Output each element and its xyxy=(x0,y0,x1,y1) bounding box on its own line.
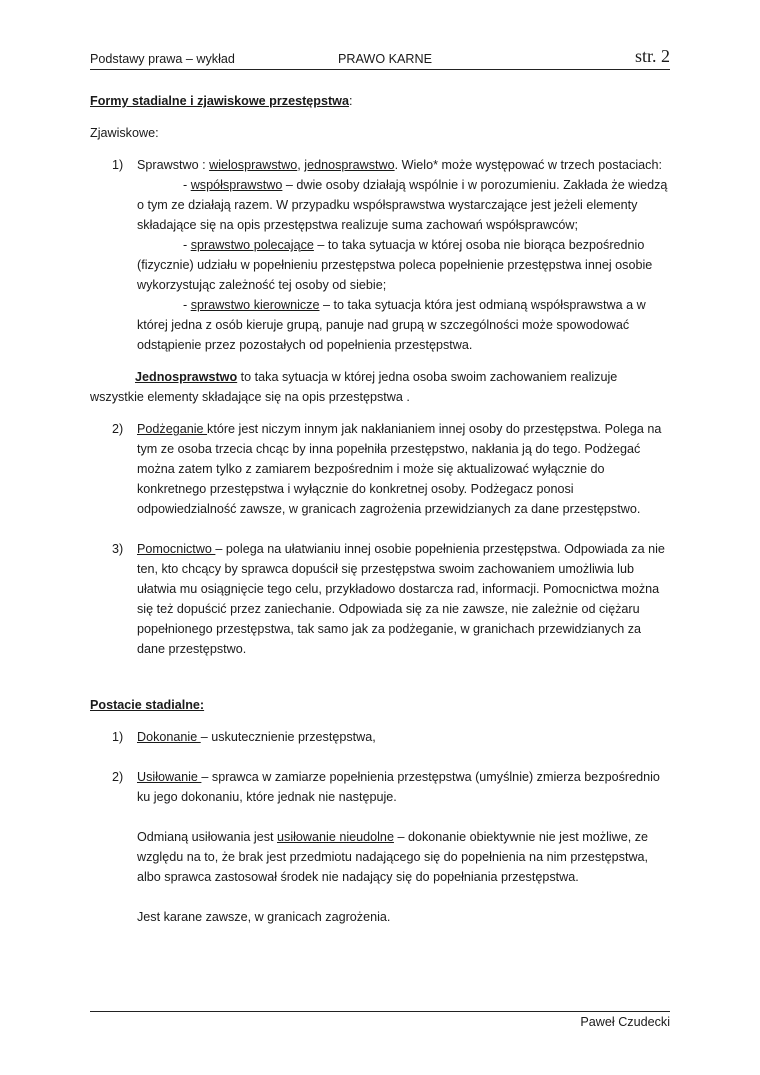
paragraph-usilowanie-nieudolne xyxy=(90,827,672,887)
list-item-pomocnictwo xyxy=(90,539,672,659)
header-divider xyxy=(90,69,670,70)
footer-divider xyxy=(90,1011,670,1012)
sub-wspolsprawstwo xyxy=(137,175,672,235)
section-heading-stadialne xyxy=(90,695,672,715)
heading-colon: : xyxy=(348,94,353,108)
text-span: – dokonanie obiektywnie nie jest możliwe, ze względu na to, że brak jest przedmiotu nadającego się do popełnienia na nim przestępstwa, albo sprawca zastosował środek nie nadający się do popełniania przestępstwa. xyxy=(137,830,649,884)
paragraph-sprawstwo xyxy=(137,155,672,175)
text-span: Sprawstwo : xyxy=(137,158,210,172)
section-title: Formy stadialne i zjawiskowe przestępstwa xyxy=(90,94,349,108)
text-span: – dwie osoby działają wspólnie i w porozumieniu. Zakłada że wiedzą o tym ze działają razem. W przypadku współsprawstwa wystarczające jest jeżeli elementy składające się na opis przestępstwa realizuje suma zachowań współsprawców; xyxy=(137,178,668,232)
sub-sprawstwo-polecajace xyxy=(137,235,672,295)
section-heading-forms xyxy=(90,91,672,111)
term-podzeganie: Podżeganie xyxy=(137,422,208,436)
paragraph-pomocnictwo xyxy=(137,539,672,659)
text-span: – to taka sytuacja która jest odmianą współsprawstwa a w której jedna z osób kieruje grupą, panuje nad grupą w szczególności może spowodować odstąpienie przez pozostałych od popełnienia przestępstwa. xyxy=(137,298,646,352)
list-number: 1) xyxy=(112,158,124,172)
section-title: Postacie stadialne: xyxy=(90,698,205,712)
sub-sprawstwo-kierownicze xyxy=(137,295,672,355)
paragraph-dokonanie xyxy=(137,727,672,747)
term-usilowanie: Usiłowanie xyxy=(137,770,202,784)
list-number: 1) xyxy=(112,730,124,744)
text-span: – sprawca w zamiarze popełnienia przestępstwa (umyślnie) zmierza bezpośrednio ku jego dokonaniu, które jednak nie następuje. xyxy=(137,770,660,804)
page-number: str. 2 xyxy=(634,46,670,66)
term-sprawstwo-polecajace: sprawstwo polecające xyxy=(190,238,314,252)
document-body xyxy=(90,88,672,927)
paragraph-podzeganie xyxy=(137,419,672,519)
dash: - xyxy=(183,238,191,252)
term-pomocnictwo: Pomocnictwo xyxy=(137,542,216,556)
term-wspolsprawstwo: współsprawstwo xyxy=(190,178,283,192)
text-span: Odmianą usiłowania jest xyxy=(137,830,278,844)
list-number: 3) xyxy=(112,542,124,556)
text-span: to taka sytuacja w której jedna osoba swoim zachowaniem realizuje wszystkie elementy składające się na opis przestępstwa . xyxy=(90,370,618,404)
term-jednosprawstwo: jednosprawstwo xyxy=(304,158,395,172)
term-jednosprawstwo-bold: Jednosprawstwo xyxy=(135,370,238,384)
text-span: , xyxy=(297,158,305,172)
list-item-sprawstwo xyxy=(90,155,672,355)
paragraph-usilowanie xyxy=(137,767,672,807)
subheading-zjawiskowe: Zjawiskowe: xyxy=(90,126,159,140)
text-span: – polega na ułatwianiu innej osobie popełnienia przestępstwa. Odpowiada za nie ten, kto chcący by sprawca dopuścił się przestępstwa swoim zachowaniem umożliwia lub ułatwia mu osiągnięcie tego celu, przykładowo dostarcza rad, informacji. Pomocnictwa można się też dopuścić przez zaniechanie. Odpowiada się za nie zawsze, nie zależnie od ciężaru popełnionego przestępstwa, tak samo jak za podżeganie, w granichach przewidzianych za dane przestępstwo. xyxy=(137,542,665,656)
dash: - xyxy=(183,178,191,192)
page-header xyxy=(90,46,670,68)
term-dokonanie: Dokonanie xyxy=(137,730,201,744)
paragraph-jednosprawstwo xyxy=(90,367,672,407)
list-item-podzeganie xyxy=(90,419,672,519)
list-number: 2) xyxy=(112,422,124,436)
header-topic: PRAWO KARNE xyxy=(338,52,432,66)
text-span: . Wielo* może występować w trzech postaciach: xyxy=(394,158,662,172)
header-course: Podstawy prawa – wykład xyxy=(90,52,235,66)
term-wielosprawstwo: wielosprawstwo xyxy=(209,158,298,172)
list-item-usilowanie xyxy=(90,767,672,807)
dash: - xyxy=(183,298,191,312)
text-span: – to taka sytuacja w której osoba nie biorąca bezpośrednio (fizycznie) udziału w popełnieniu przestępstwa poleca popełnienie przestępstwa innej osobie wykorzystując zależność tej osoby od siebie; xyxy=(137,238,653,292)
text-span: które jest niczym innym jak nakłanianiem innej osoby do przestępstwa. Polega na tym ze osoba trzecia chcąc by inna popełniła przestępstwo, nakłania ją do tego. Podżegać można zatem tylko z zamiarem bezpośrednim i może się aktualizować wyłącznie do konkretnego przestępstwa i wyłącznie do konkretnej osoby. Podżegacz ponosi odpowiedzialność zawsze, w granicach zagrożenia przewidzianych za dane przestępstwo. xyxy=(137,422,662,516)
footer-author: Paweł Czudecki xyxy=(580,1015,670,1029)
term-sprawstwo-kierownicze: sprawstwo kierownicze xyxy=(190,298,320,312)
text-span: – uskutecznienie przestępstwa, xyxy=(200,730,376,744)
list-item-dokonanie xyxy=(90,727,672,747)
list-number: 2) xyxy=(112,770,124,784)
paragraph-karane: Jest karane zawsze, w granicach zagrożenia. xyxy=(137,910,391,924)
term-usilowanie-nieudolne: usiłowanie nieudolne xyxy=(277,830,394,844)
